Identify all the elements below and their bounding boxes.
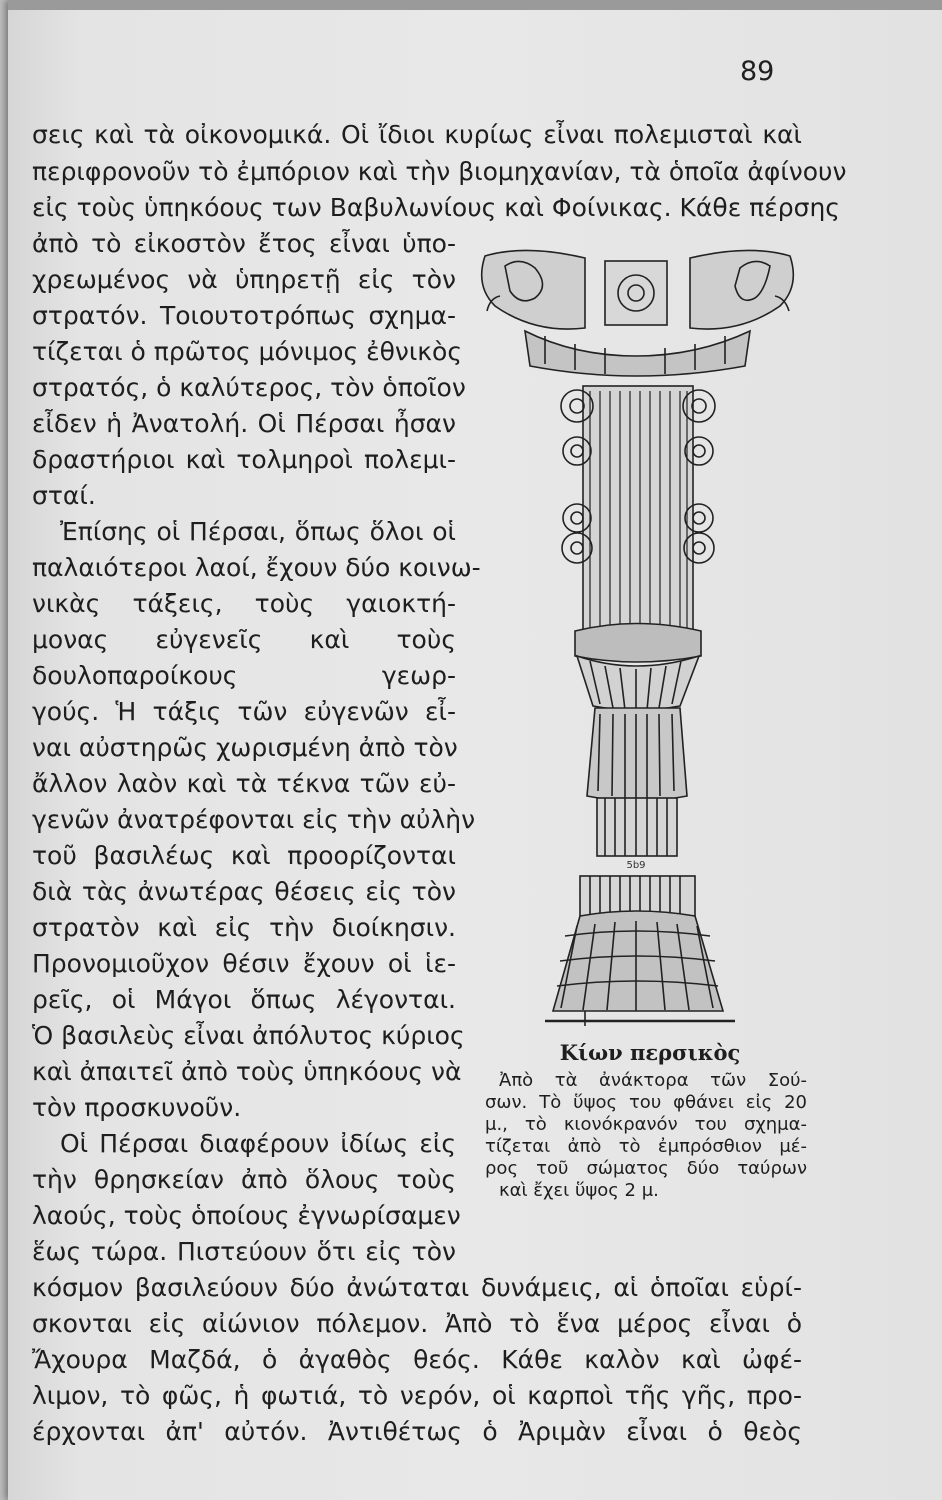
caption-title: Κίων περσικὸς [559,1040,741,1065]
text-line: νικὰς τάξεις, τοὺς γαιοκτή- [32,589,456,618]
text-line: στρατόν. Τοιουτοτρόπως σχημα- [32,301,456,330]
text-line: διὰ τὰς ἀνωτέρας θέσεις εἰς τὸν [32,877,456,906]
text-line: λιμον, τὸ φῶς, ἡ φωτιά, τὸ νερόν, οἱ καρποὶ τῆς γῆς, προ- [32,1381,802,1410]
text-line: τὸν προσκυνοῦν. [32,1093,242,1122]
text-line: στρατὸν καὶ εἰς τὴν διοίκησιν. [32,913,456,942]
text-line: εἶδεν ἡ Ἀνατολή. Οἱ Πέρσαι ἦσαν [32,409,456,438]
text-line: ναι αὐστηρῶς χωρισμένη ἀπὸ τὸν [32,733,458,762]
text-line: λαούς, τοὺς ὁποίους ἐγνωρίσαμεν [32,1201,461,1230]
caption-line: καὶ ἔχει ὕψος 2 μ. [499,1180,659,1201]
page-number: 89 [740,56,775,87]
text-line: Ἄχουρα Μαζδά, ὁ ἀγαθὸς θεός. Κάθε καλὸν καὶ ὠφέ- [32,1345,802,1374]
text-line: ἕως τώρα. Πιστεύουν ὅτι εἰς τὸν [32,1237,456,1266]
persian-column-illustration [465,236,810,1036]
text-line: Οἱ Πέρσαι διαφέρουν ἰδίως εἰς [60,1129,456,1158]
text-line: ἀπὸ τὸ εἰκοστὸν ἔτος εἶναι ὑπο- [32,229,456,258]
text-line: κόσμον βασιλεύουν δύο ἀνώταται δυνάμεις, αἱ ὁποῖαι εὑρί- [32,1273,802,1302]
figure-label: 5b9 [626,860,646,871]
caption-line: τίζεται ἀπὸ τὸ ἐμπρόσθιον μέ- [485,1136,807,1157]
text-line: Ἐπίσης οἱ Πέρσαι, ὅπως ὅλοι οἱ [60,517,456,546]
text-line: τὴν θρησκείαν ἀπὸ ὅλους τοὺς [32,1165,456,1194]
text-line: σταί. [32,481,96,510]
text-line: Ὁ βασιλεὺς εἶναι ἀπόλυτος κύριος [32,1021,465,1050]
text-line: παλαιότεροι λαοί, ἔχουν δύο κοινω- [32,553,481,582]
text-line: έρχονται ἀπ' αὐτόν. Ἀντιθέτως ὁ Ἀριμὰν εἶναι ὁ θεὸς [32,1417,802,1446]
text-line: ἄλλον λαὸν καὶ τὰ τέκνα τῶν εὐ- [32,769,456,798]
page-top-edge [8,0,942,10]
text-line: σκονται εἰς αἰώνιον πόλεμον. Ἀπὸ τὸ ἕνα μέρος εἶναι ὁ [32,1309,802,1338]
caption-line: σων. Τὸ ὕψος του φθάνει εἰς 20 [485,1092,807,1113]
text-line: σεις καὶ τὰ οἰκονομικά. Οἱ ἴδιοι κυρίως εἶναι πολεμισταὶ καὶ [32,120,802,149]
caption-line: Ἀπὸ τὰ ἀνάκτορα τῶν Σού- [499,1070,807,1091]
text-line: Προνομιοῦχον θέσιν ἔχουν οἱ ἱε- [32,949,456,978]
text-line: περιφρονοῦν τὸ ἐμπόριον καὶ τὴν βιομηχανίαν, τὰ ὁποῖα ἀφίνουν [32,157,847,186]
caption-line: μ., τὸ κιονόκρανόν του σχημα- [485,1114,807,1135]
text-line: γενῶν ἀνατρέφονται εἰς τὴν αὐλὴν [32,805,476,834]
text-line: στρατός, ὁ καλύτερος, τὸν ὁποῖον [32,373,466,402]
text-line: μονας εὐγενεῖς καὶ τοὺς [32,625,456,654]
caption-line: ρος τοῦ σώματος δύο ταύρων [485,1158,807,1179]
text-line: τοῦ βασιλέως καὶ προορίζονται [32,841,456,870]
text-line: δουλοπαροίκους γεωρ- [32,661,456,690]
text-line: χρεωμένος νὰ ὑπηρετῇ εἰς τὸν [32,265,456,294]
text-line: καὶ ἀπαιτεῖ ἀπὸ τοὺς ὑπηκόους νὰ [32,1057,462,1086]
text-line: τίζεται ὁ πρῶτος μόνιμος ἐθνικὸς [32,337,463,366]
text-line: δραστήριοι καὶ τολμηροὶ πολεμι- [32,445,456,474]
text-line: εἰς τοὺς ὑπηκόους των Βαβυλωνίους καὶ Φοίνικας. Κάθε πέρσης [32,193,840,222]
text-line: γούς. Ἡ τάξις τῶν εὐγενῶν εἶ- [32,697,456,726]
text-line: ρεῖς, οἱ Μάγοι ὅπως λέγονται. [32,985,456,1014]
